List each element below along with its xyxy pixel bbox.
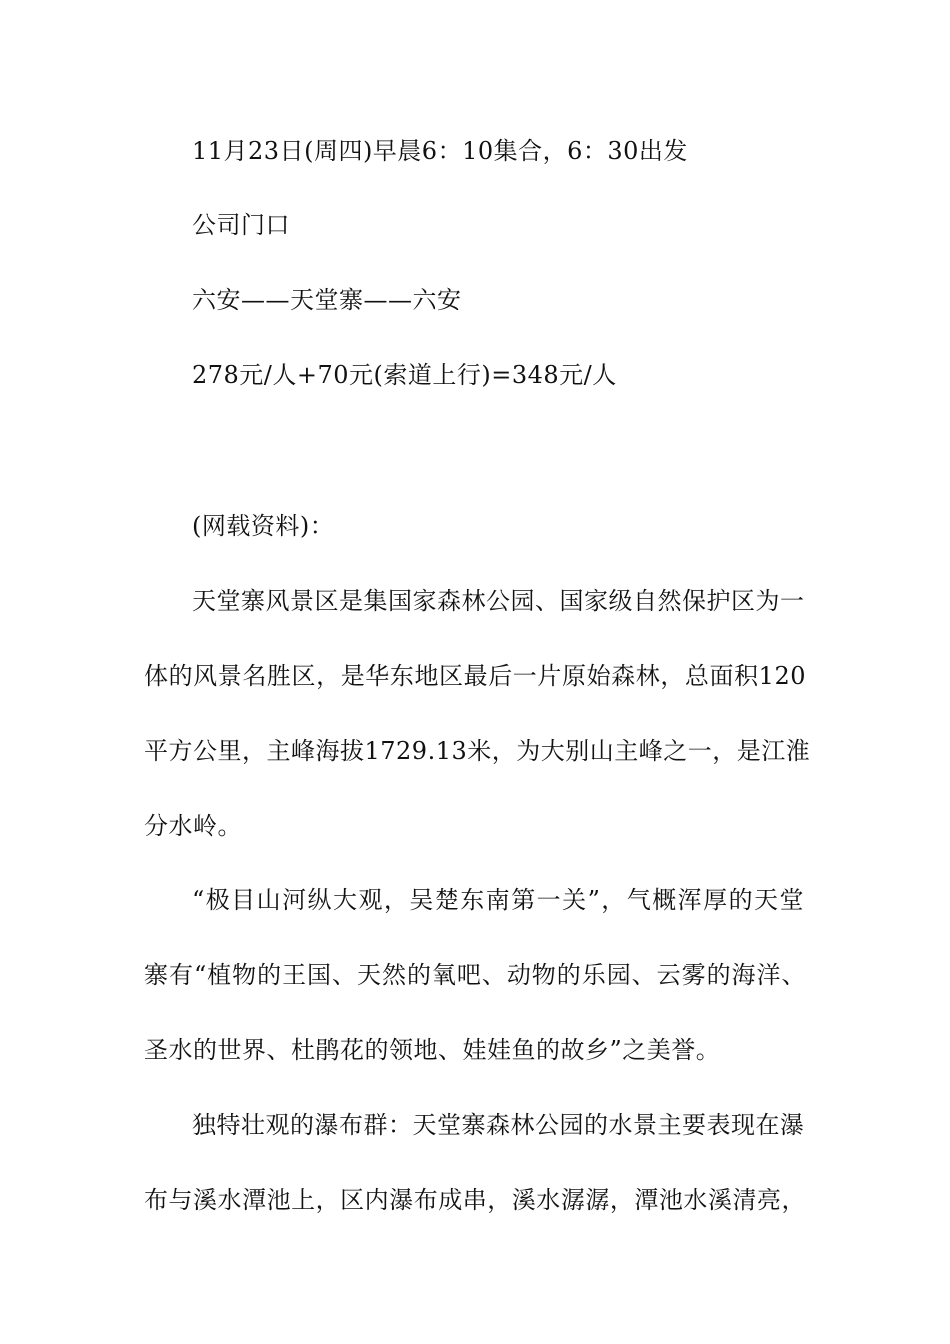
schedule-time: 11月23日(周四)早晨6：10集合，6：30出发 bbox=[192, 137, 688, 165]
paragraph-3-line-2: 布与溪水潭池上，区内瀑布成串，溪水潺潺，潭池水溪清亮， bbox=[144, 1186, 806, 1214]
schedule-route: 六安——天堂寨——六安 bbox=[192, 286, 462, 314]
schedule-price: 278元/人+70元(索道上行)=348元/人 bbox=[192, 361, 617, 389]
paragraph-2-line-2: 寨有“植物的王国、天然的氧吧、动物的乐园、云雾的海洋、 bbox=[144, 961, 806, 989]
paragraph-1-line-1: 天堂寨风景区是集国家森林公园、国家级自然保护区为一 bbox=[192, 587, 805, 615]
paragraph-1-line-2: 体的风景名胜区，是华东地区最后一片原始森林，总面积120 bbox=[144, 662, 806, 690]
schedule-place: 公司门口 bbox=[192, 211, 290, 239]
paragraph-1-line-3: 平方公里，主峰海拔1729.13米，为大别山主峰之一，是江淮 bbox=[144, 737, 811, 765]
source-note: (网载资料)： bbox=[192, 512, 335, 540]
paragraph-3-line-1: 独特壮观的瀑布群：天堂寨森林公园的水景主要表现在瀑 bbox=[192, 1111, 805, 1139]
paragraph-1-line-4: 分水岭。 bbox=[144, 812, 242, 840]
paragraph-2-line-3: 圣水的世界、杜鹃花的领地、娃娃鱼的故乡”之美誉。 bbox=[144, 1036, 721, 1064]
paragraph-2-line-1: “极目山河纵大观，吴楚东南第一关”，气概浑厚的天堂 bbox=[192, 886, 804, 914]
